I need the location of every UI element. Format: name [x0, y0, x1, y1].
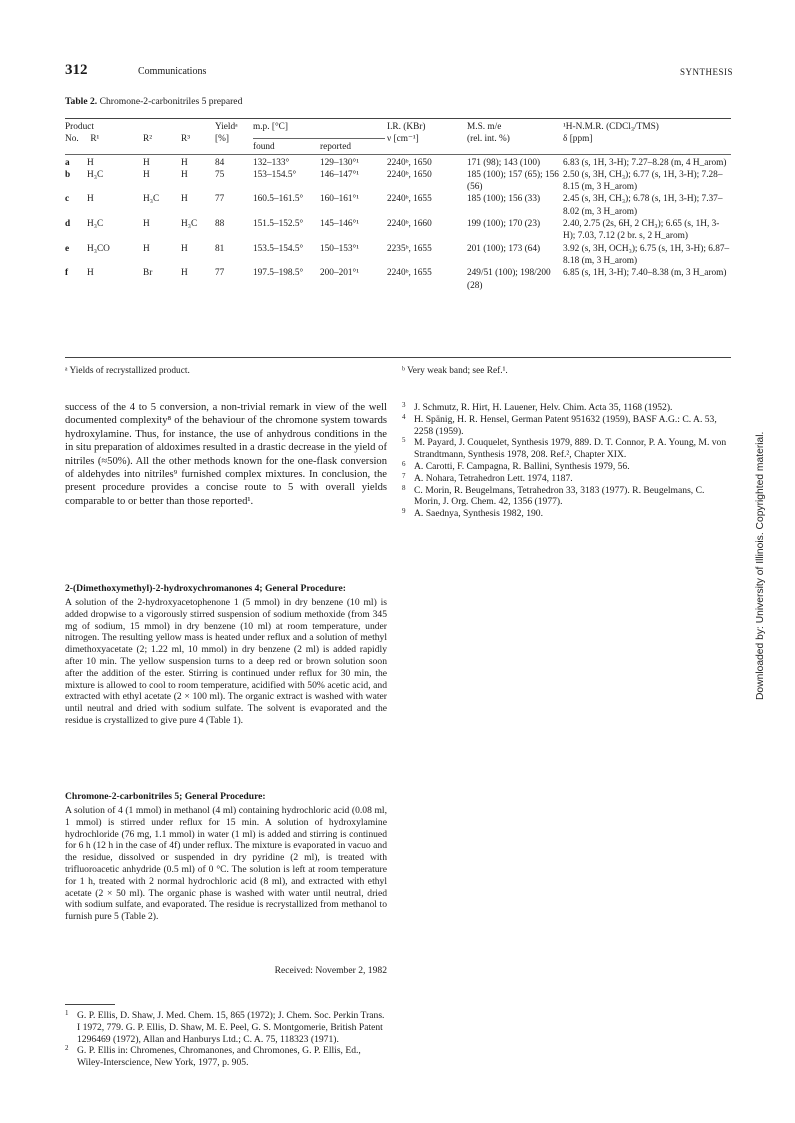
- procedure1-text: A solution of the 2-hydroxyacetophenone 1 (5 mmol) in dry benzene (10 ml) is added dropwise to a vigorously stirred suspension of sodium methoxide (from 345 mg of sodium, 15 mmol) in dry benzene (10 ml) at room temperature, under nitrogen. The resulting yellow mass is heated under reflux and a solution of methyl dimethoxyacetate (2; 1.22 ml, 10 mmol) in dry benzene (2 ml) is added rapidly after 10 min. The yellow suspension turns to a deep red or brown solution soon after the addition of the ester. Stirring is continued under reflux for 30 min, the mixture is allowed to cool to room temperature, acidified with 50% acetic acid, and extracted with ethyl acetate (2 × 100 ml). The organic extract is washed with water until neutral and dried with sodium sulfate. The solvent is evaporated and the residue is crystallized to give pure 4 (Table 1).: [65, 597, 387, 726]
- footnote-a: ᵃ Yields of recrystallized product.: [65, 366, 190, 376]
- th-reported: reported: [320, 142, 351, 153]
- journal-name: SYNTHESIS: [680, 67, 734, 77]
- reference-item: 5 M. Payard, J. Couquelet, Synthesis 1979, 889. D. T. Connor, P. A. Young, M. von Strandtmann, Synthesis 1978, 208. Ref.², Chapter XIX.: [402, 436, 727, 461]
- table-row: b H₃C H H 75 153–154.5° 146–147°¹ 2240ᵇ, 1650 185 (100); 157 (65); 156 (56) 2.50 (s, 3H, CH₃); 6.77 (s, 1H, 3-H); 7.28–8.15 (m, 3 H_arom): [65, 169, 723, 193]
- th-ms: M.S. m/e (rel. int. %): [467, 122, 510, 145]
- download-watermark: Downloaded by: University of Illinois. Copyrighted material.: [755, 431, 766, 700]
- table-row: c H H₃C H 77 160.5–161.5° 160–161°¹ 2240ᵇ, 1655 185 (100); 156 (33) 2.45 (s, 3H, CH₃); 6.78 (s, 1H, 3-H); 7.37–8.02 (m, 3 H_arom): [65, 194, 723, 217]
- reference-item: 2 G. P. Ellis in: Chromenes, Chromanones, and Chromones, G. P. Ellis, Ed., Wiley-Interscience, New York, 1977, p. 905.: [65, 1044, 361, 1069]
- table-row: d H₃C H H₃C 88 151.5–152.5° 145–146°¹ 2240ᵇ, 1660 199 (100); 170 (23) 2.40, 2.75 (2s, 6H, 2 CH₃); 6.65 (s, 1H, 3-H); 7.03, 7.12 (2 br. s, 2 H_arom): [65, 219, 720, 242]
- th-r3: R³: [181, 134, 190, 145]
- received-date: Received: November 2, 1982: [274, 965, 387, 976]
- table-row: e H₃CO H H 81 153.5–154.5° 150–153°¹ 2235ᵇ, 1655 201 (100); 173 (64) 3.92 (s, 3H, OCH₃); 6.75 (s, 1H, 3-H); 6.87–8.18 (m, 3 H_arom): [65, 243, 730, 266]
- reference-item: 7 A. Nohara, Tetrahedron Lett. 1974, 1187.: [402, 471, 573, 484]
- section-title: Communications: [138, 66, 207, 77]
- table-caption-label: Table 2.: [65, 96, 98, 107]
- table-row: f H Br H 77 197.5–198.5° 200–201°¹ 2240ᵇ, 1655 249/51 (100); 198/200 (28) 6.85 (s, 1H, 3-H); 7.40–8.38 (m, 3 H_arom): [65, 268, 727, 291]
- references-left: [65, 1010, 387, 1069]
- body-paragraph: success of the 4 to 5 conversion, a non-trivial remark in view of the well documented complexity⁸ of the behaviour of the chromone system towards hydroxylamine. Thus, for instance, the use of anhydrous conditions in the in situ preparation of aldoximes resulted in a drastic decrease in the yield of nitriles (≈50%). All the other methods known for the one-flask conversion of aldehydes into nitriles⁹ furnished complex mixtures. In conclusion, the present procedure provides a concise route to 5 with overall yields comparable to or better than those reported¹.: [65, 402, 387, 507]
- th-nmr: ¹H-N.M.R. (CDCl₃/TMS) δ [ppm]: [563, 122, 659, 145]
- table-bottom-rule: [65, 357, 731, 358]
- th-r2: R²: [143, 134, 152, 145]
- reference-item: 8 C. Morin, R. Beugelmans, Tetrahedron 33, 3183 (1977). R. Beugelmans, C. Morin, J. Org. Chem. 42, 1356 (1977).: [402, 483, 705, 508]
- th-product: Product No. R¹: [65, 122, 100, 145]
- reference-item: 4 H. Spänig, H. R. Hensel, German Patent 951632 (1959), BASF A.G.: C. A. 53, 2258 (1959).: [402, 412, 717, 437]
- references-right: [402, 402, 730, 520]
- procedure2-text: A solution of 4 (1 mmol) in methanol (4 ml) containing hydrochloric acid (0.08 ml, 1 mmol) is stirred under reflux for 15 min. A solution of hydroxylamine hydrochloride (76 mg, 1.1 mmol) in water (1 ml) is added and stirring is continued for 6 h (12 h in the case of 4f) under reflux. The mixture is evaporated in vacuo and the residue, dissolved or suspended in dry pyridine (2 ml), is treated with trifluoroacetic anhydride (0.5 ml) of 0 °C. The solution is left at room temperature for 1 h, treated with 2 normal hydrochloric acid (8 ml), and extracted with ethyl acetate (2 × 50 ml). The organic phase is washed with water until neutral, dried with sodium sulfate, and evaporated. The residue is recrystallized from methanol to furnish pure 5 (Table 2).: [65, 805, 387, 923]
- table-top-rule: [65, 118, 731, 119]
- refs-rule: [65, 1004, 115, 1005]
- th-mp: m.p. [°C] found reported: [253, 121, 387, 154]
- th-ir: I.R. (KBr) ν [cm⁻¹]: [387, 122, 426, 145]
- procedure1-title: 2-(Dimethoxymethyl)-2-hydroxychromanones 4; General Procedure:: [65, 583, 346, 594]
- table-caption-text: Chromone-2-carbonitriles 5 prepared: [99, 96, 243, 107]
- data-table: [65, 121, 731, 292]
- reference-item: 1 G. P. Ellis, D. Shaw, J. Med. Chem. 15, 865 (1972); J. Chem. Soc. Perkin Trans. I 1972, 779. G. P. Ellis, D. Shaw, M. E. Peel, G. S. Montgomerie, British Patent 1296469 (1972), Allan and Hanburys Ltd.; C. A. 75, 118323 (1971).: [65, 1009, 385, 1045]
- table-row: a H H H 84 132–133° 129–130°¹ 2240ᵇ, 1650 171 (98); 143 (100) 6.83 (s, 1H, 3-H); 7.27–8.28 (m, 4 H_arom): [65, 157, 727, 168]
- table-caption: [65, 96, 242, 107]
- page-number: 312: [65, 62, 88, 78]
- footnote-b: ᵇ Very weak band; see Ref.¹.: [402, 366, 508, 376]
- reference-item: 3 J. Schmutz, R. Hirt, H. Lauener, Helv. Chim. Acta 35, 1168 (1952).: [402, 401, 673, 413]
- th-found: found: [253, 142, 275, 153]
- reference-item: 6 A. Carotti, F. Campagna, R. Ballini, Synthesis 1979, 56.: [402, 459, 630, 472]
- th-yield: Yieldᵃ [%]: [215, 122, 238, 145]
- reference-item: 9 A. Saednya, Synthesis 1982, 190.: [402, 507, 543, 520]
- procedure2-title: Chromone-2-carbonitriles 5; General Procedure:: [65, 791, 266, 802]
